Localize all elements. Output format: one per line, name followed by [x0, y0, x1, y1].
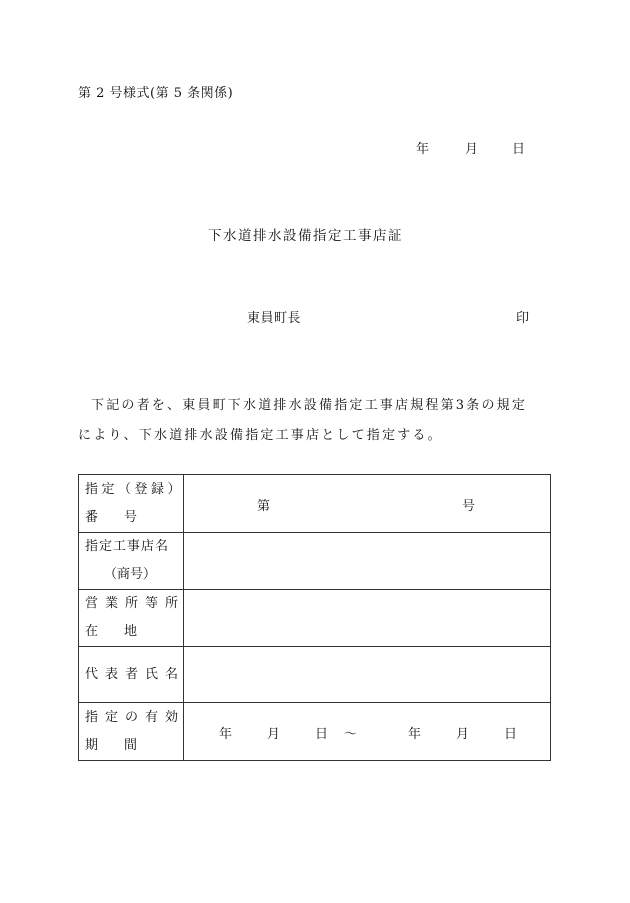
table-row	[79, 475, 551, 533]
number-prefix: 第	[257, 499, 271, 514]
value-representative-name[interactable]	[184, 647, 551, 703]
end-day-label: 日	[504, 727, 518, 742]
end-month-label: 月	[456, 727, 470, 742]
body-text-line-2: により、下水道排水設備指定工事店として指定する。	[78, 428, 443, 443]
value-validity-period[interactable]	[184, 703, 551, 761]
label-line: 指定の有効	[85, 709, 186, 725]
issuer-name: 東員町長	[247, 311, 302, 326]
label-line: 在 地	[85, 624, 138, 639]
period-tilde: ～	[344, 727, 358, 742]
label-line: 代表者氏名	[85, 666, 186, 682]
label-contractor-name	[79, 533, 184, 590]
label-line: （商号）	[103, 567, 156, 582]
end-year-label: 年	[408, 727, 422, 742]
date-year-label: 年	[416, 142, 430, 157]
label-office-address	[79, 590, 184, 647]
label-registration-number	[79, 475, 184, 533]
seal-mark: 印	[516, 311, 530, 326]
label-validity-period	[79, 703, 184, 761]
value-contractor-name[interactable]	[184, 533, 551, 590]
label-line: 営業所等所	[85, 596, 186, 611]
body-text-line-1: 下記の者を、東員町下水道排水設備指定工事店規程第3条の規定	[91, 398, 528, 413]
date-day-label: 日	[512, 142, 526, 157]
table-row	[79, 647, 551, 703]
number-suffix: 号	[462, 499, 476, 514]
start-year-label: 年	[219, 727, 233, 742]
label-line: 期 間	[85, 737, 138, 753]
value-office-address[interactable]	[184, 590, 551, 647]
document-title: 下水道排水設備指定工事店証	[208, 228, 403, 244]
label-line: 番 号	[85, 509, 138, 525]
start-month-label: 月	[267, 727, 281, 742]
label-representative-name	[79, 647, 184, 703]
date-month-label: 月	[465, 142, 479, 157]
label-line: 指定（登録）	[85, 481, 185, 497]
label-line: 指定工事店名	[85, 539, 170, 554]
registration-info-table	[78, 474, 551, 761]
table-row	[79, 590, 551, 647]
start-day-label: 日	[315, 727, 329, 742]
table-row	[79, 533, 551, 590]
value-registration-number[interactable]	[184, 475, 551, 533]
form-number: 第 2 号様式(第 5 条関係)	[78, 86, 234, 101]
table-row	[79, 703, 551, 761]
